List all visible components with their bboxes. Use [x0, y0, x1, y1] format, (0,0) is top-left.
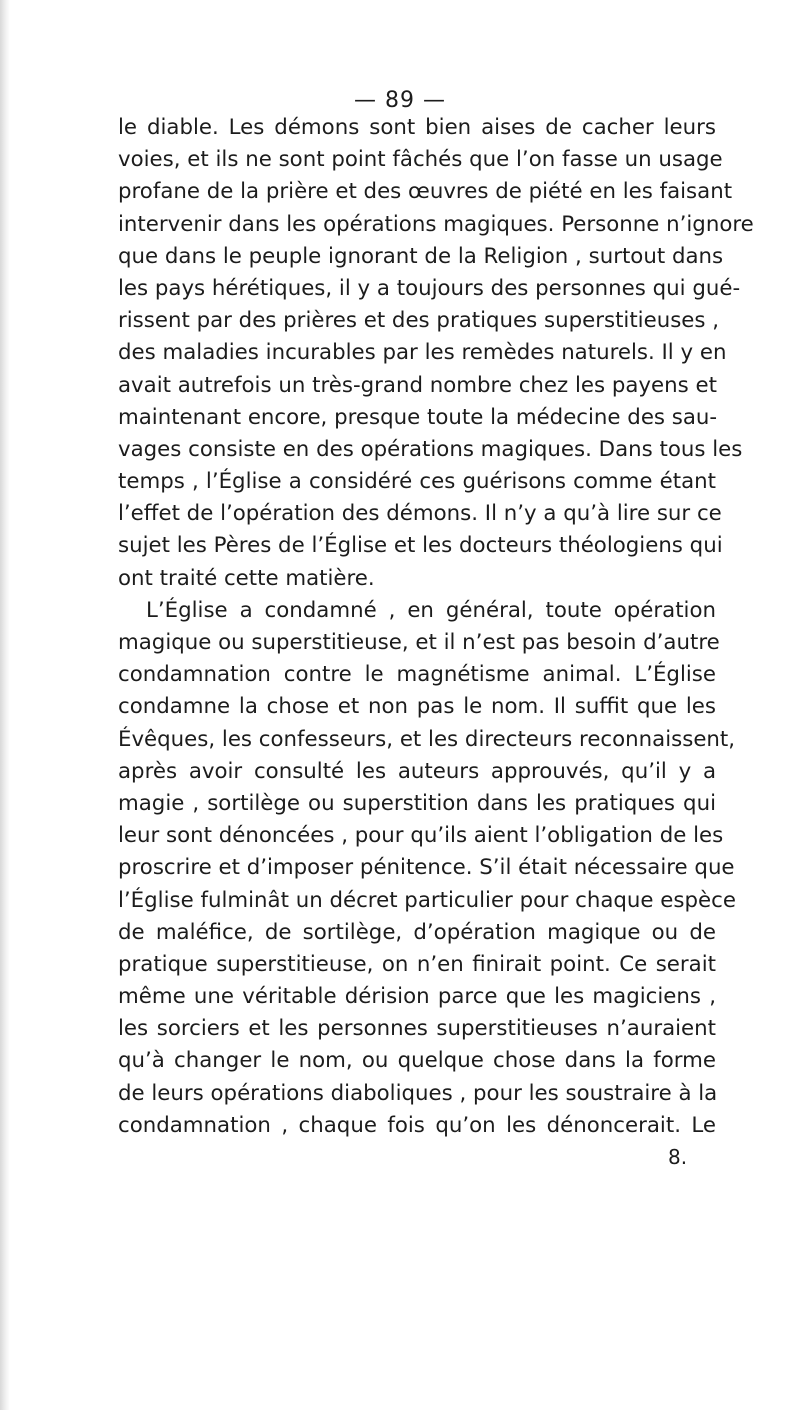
page-number-header: — 89 —	[354, 88, 446, 113]
text-line: après avoir consulté les auteurs approuvés, qu’il y a	[118, 758, 716, 784]
text-line: condamnation , chaque fois qu’on les dénoncerait. Le	[118, 1112, 716, 1138]
text-line: sujet les Pères de l’Église et les docteurs théologiens qui	[118, 533, 723, 559]
text-line: temps , l’Église a considéré ces guérisons comme étant	[118, 469, 716, 495]
text-line: proscrire et d’imposer pénitence. S’il était nécessaire que	[118, 855, 735, 881]
text-line: magique ou superstitieuse, et il n’est pas besoin d’autre	[118, 630, 720, 655]
text-line: les sorciers et les personnes superstitieuses n’auraient	[118, 1016, 716, 1042]
text-line: l’effet de l’opération des démons. Il n’y a qu’à lire sur ce	[118, 501, 722, 527]
text-line: Évêques, les confesseurs, et les directeurs reconnaissent,	[118, 726, 736, 752]
text-line: leur sont dénoncées , pour qu’ils aient l’obligation de les	[118, 823, 724, 849]
text-line: le diable. Les démons sont bien aises de cacher leurs	[118, 115, 716, 140]
text-line: avait autrefois un très-grand nombre chez les payens et	[118, 372, 717, 398]
text-line: profane de la prière et des œuvres de piété en les faisant	[118, 179, 733, 205]
text-line: vages consiste en des opérations magiques. Dans tous les	[118, 436, 743, 462]
text-line: l’Église fulminât un décret particulier pour chaque espèce	[118, 887, 736, 913]
text-line: voies, et ils ne sont point fâchés que l’on fasse un usage	[118, 147, 723, 173]
text-line: de leurs opérations diaboliques , pour les soustraire à la	[118, 1080, 718, 1106]
body-text	[118, 112, 754, 1142]
text-line: qu’à changer le nom, ou quelque chose dans la forme	[118, 1048, 716, 1074]
text-line: des maladies incurables par les remèdes naturels. Il y en	[118, 340, 727, 366]
text-line: intervenir dans les opérations magiques. Personne n’ignore	[118, 211, 754, 237]
text-line: ont traité cette matière.	[118, 565, 375, 591]
text-line: L’Église a condamné , en général, toute opération	[146, 597, 716, 623]
text-line: magie , sortilège ou superstition dans les pratiques qui	[118, 790, 716, 816]
text-line: condamnation contre le magnétisme animal. L’Église	[118, 662, 716, 688]
signature-mark: 8.	[668, 1145, 688, 1169]
text-line: de maléfice, de sortilège, d’opération magique ou de	[118, 919, 716, 945]
text-line: que dans le peuple ignorant de la Religion , surtout dans	[118, 243, 724, 269]
text-line: condamne la chose et non pas le nom. Il suffit que les	[118, 694, 716, 720]
text-line: les pays hérétiques, il y a toujours des personnes qui gué-	[118, 275, 741, 301]
text-line: même une véritable dérision parce que les magiciens ,	[118, 984, 716, 1010]
text-line: maintenant encore, presque toute la médecine des sau-	[118, 404, 718, 430]
text-line: rissent par des prières et des pratiques superstitieuses ,	[118, 308, 720, 334]
page-left-edge-shadow	[0, 0, 10, 1410]
text-line: pratique superstitieuse, on n’en finirait point. Ce serait	[118, 951, 716, 977]
